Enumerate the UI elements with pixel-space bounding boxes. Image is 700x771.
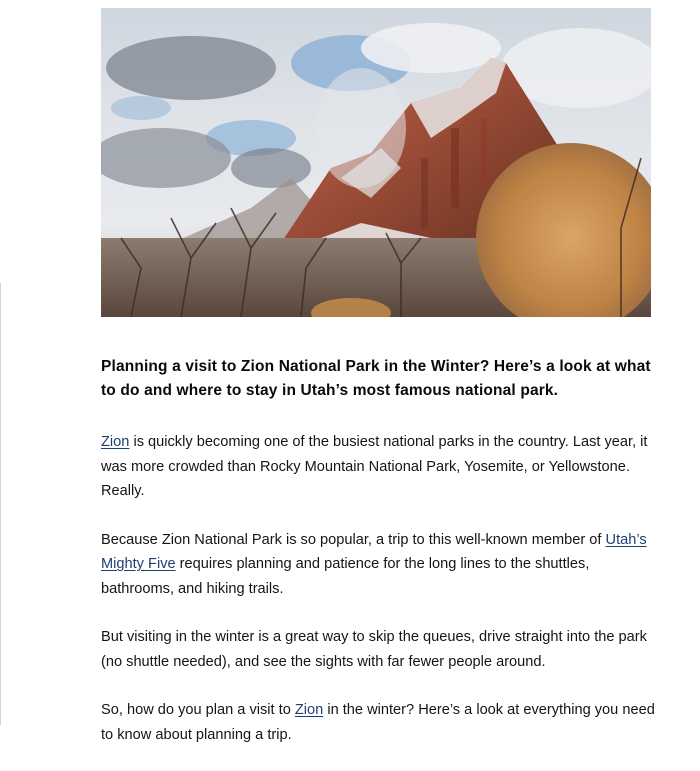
paragraph-text: So, how do you plan a visit to bbox=[101, 702, 295, 718]
article-paragraph-3: But visiting in the winter is a great way to skip the queues, drive straight into the park (no shuttle needed), and see the sights with far fewer people around. bbox=[101, 629, 647, 670]
paragraph-text: Because Zion National Park is so popular, a trip to this well-known member of bbox=[101, 531, 606, 548]
article-paragraph-2 bbox=[101, 528, 661, 602]
article-paragraph-1 bbox=[101, 430, 661, 504]
zion-link[interactable]: Zion bbox=[101, 434, 130, 450]
utahs-mighty-five-link[interactable]: Utah’s Mighty Five bbox=[101, 531, 647, 572]
paragraph-text: in the winter? Here’s a look at everything you need to know about planning a trip. bbox=[101, 702, 655, 743]
paragraph-text: is quickly becoming one of the busiest national parks in the country. Last year, it was more crowded than Rocky Mountain National Park, Yosemite, or Yellowstone. Really. bbox=[101, 434, 648, 499]
paragraph-text: requires planning and patience for the long lines to the shuttles, bathrooms, and hiking trails. bbox=[101, 556, 590, 597]
zion-link[interactable]: Zion bbox=[294, 702, 324, 718]
page-edge-divider bbox=[0, 283, 1, 725]
mountain-landscape-illustration bbox=[101, 8, 651, 317]
article-lede: Planning a visit to Zion National Park in the Winter? Here’s a look at what to do and where to stay in Utah’s most famous national park. bbox=[101, 358, 651, 399]
hero-image-zion-winter bbox=[101, 8, 651, 317]
article-paragraph-4 bbox=[101, 698, 661, 747]
article-body bbox=[101, 355, 661, 771]
